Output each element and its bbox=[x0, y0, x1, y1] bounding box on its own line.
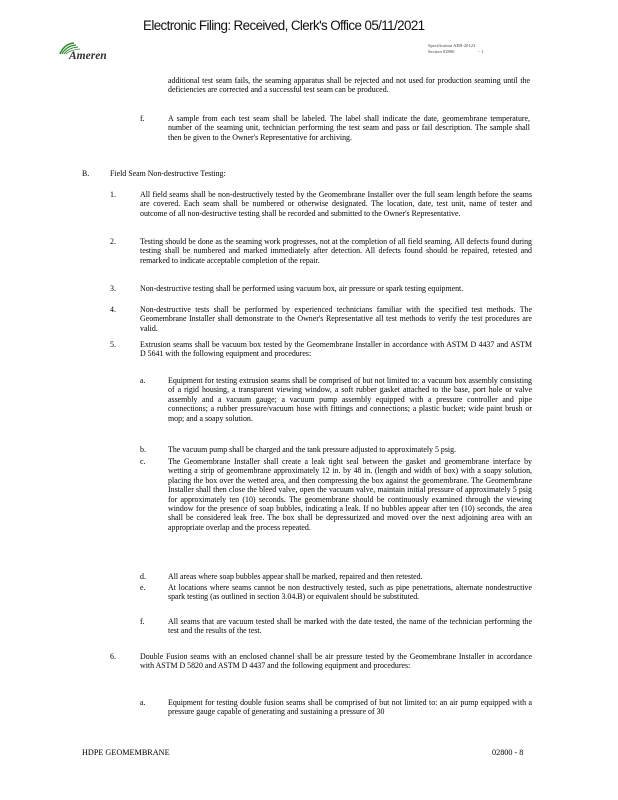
item-f-label: f. bbox=[140, 114, 145, 123]
item-5e-text: At locations where seams cannot be non destructively tested, such as pipe penetrations, alternate nondestructive spark testing (as outlined in section 3.04.B) or equivalent should be substituted. bbox=[168, 583, 532, 602]
item-4-text: Non-destructive tests shall be performed by experienced technicians familiar with the specified test methods. The Geomembrane Installer shall demonstrate to the Owner's Representative all test methods to verify the test procedures are valid. bbox=[140, 305, 532, 333]
item-3-text: Non-destructive testing shall be performed using vacuum box, air pressure or spark testing equipment. bbox=[140, 284, 464, 293]
item-6-text: Double Fusion seams with an enclosed channel shall be air pressure tested by the Geomembrane Installer in accordance with ASTM D 5820 and ASTM D 4437 and the following equipment and procedures: bbox=[140, 652, 532, 671]
item-5c-text: The Geomembrane Installer shall create a leak tight seal between the gasket and geomembrane interface by wetting a strip of geomembrane approximately 12 in. by 48 in. (length and width of box) with a soapy solution, placing the box over the wetted area, and then compressing the box against the geomembrane. The Geomembrane Installer shall then close the bleed valve, open the vacuum valve, maintain initial pressure of approximately 5 psig for approximately ten (10) seconds. The geomembrane should be continuously examined through the viewing window for the presence of soap bubbles, indicating a leak. If no bubbles appear after ten (10) seconds, the area shall be considered leak free. The box shall be depressurized and moved over the next adjoining area with an appropriate overlap and the process repeated. bbox=[168, 457, 532, 532]
item-5f-letter: f. bbox=[140, 617, 145, 626]
section-b-title: Field Seam Non-destructive Testing: bbox=[110, 169, 226, 178]
spec-line-2: Section 02800 bbox=[428, 49, 455, 54]
item-5-num: 5. bbox=[110, 340, 116, 349]
item-5e-letter: e. bbox=[140, 583, 146, 592]
item-5d-text: All areas where soap bubbles appear shall be marked, repaired and then retested. bbox=[168, 572, 423, 581]
item-5d-letter: d. bbox=[140, 572, 146, 581]
section-b-letter: B. bbox=[82, 169, 90, 178]
company-logo bbox=[58, 42, 128, 64]
item-5c-letter: c. bbox=[140, 457, 146, 466]
logo-text: Ameren bbox=[69, 50, 107, 62]
item-6-num: 6. bbox=[110, 652, 116, 661]
item-5f-text: All seams that are vacuum tested shall be marked with the date tested, the name of the technician performing the test and the results of the test. bbox=[168, 617, 532, 636]
item-3-num: 3. bbox=[110, 284, 116, 293]
spec-page-mark: - 1 bbox=[478, 49, 484, 54]
item-5a-text: Equipment for testing extrusion seams shall be comprised of but not limited to: a vacuum box assembly consisting of a rigid housing, a transparent viewing window, a soft rubber gasket attached to the base, port hole or valve assembly and a vacuum gauge; a vacuum pump assembly equipped with a pressure controller and pipe connections; a rubber pressure/vacuum hose with fittings and connections; a plastic bucket; wide paint brush or mop; and a soapy solution. bbox=[168, 376, 532, 423]
item-5b-letter: b. bbox=[140, 445, 146, 454]
spec-line-1: Specification AER-20123 bbox=[428, 43, 476, 48]
item-e-continuation: additional test seam fails, the seaming apparatus shall be rejected and not used for production seaming until the deficiencies are corrected and a successful test seam can be produced. bbox=[168, 76, 530, 95]
item-5-text: Extrusion seams shall be vacuum box tested by the Geomembrane Installer in accordance with ASTM D 4437 and ASTM D 5641 with the following equipment and procedures: bbox=[140, 340, 532, 359]
item-6a-text: Equipment for testing double fusion seams shall be comprised of but not limited to: an air pump equipped with a pressure gauge capable of generating and sustaining a pressure of 30 bbox=[168, 698, 532, 717]
spec-header bbox=[428, 43, 483, 55]
item-6a-letter: a. bbox=[140, 698, 146, 707]
footer-title: HDPE GEOMEMBRANE bbox=[82, 748, 170, 757]
item-f-text: A sample from each test seam shall be labeled. The label shall indicate the date, geomembrane temperature, number of the seaming unit, technician performing the test seam and pass or fail description. The sample shall then be given to the Owner's Representative for archiving. bbox=[168, 114, 530, 142]
item-4-num: 4. bbox=[110, 305, 116, 314]
item-2-num: 2. bbox=[110, 237, 116, 246]
item-2-text: Testing should be done as the seaming work progresses, not at the completion of all field seaming. All defects found during testing shall be numbered and marked immediately after detection. All defects found should be repaired, retested and remarked to indicate acceptable completion of the repair. bbox=[140, 237, 532, 265]
filing-stamp: Electronic Filing: Received, Clerk's Office 05/11/2021 bbox=[143, 18, 425, 33]
item-5b-text: The vacuum pump shall be charged and the tank pressure adjusted to approximately 5 psig. bbox=[168, 445, 457, 454]
item-1-text: All field seams shall be non-destructively tested by the Geomembrane Installer over the full seam length before the seams are covered. Each seam shall be numbered or otherwise designated. The location, date, test unit, name of tester and outcome of all non-destructive testing shall be recorded and submitted to the Owner's Representative. bbox=[140, 190, 532, 218]
item-1-num: 1. bbox=[110, 190, 116, 199]
item-5a-letter: a. bbox=[140, 376, 146, 385]
footer-page-number: 02800 - 8 bbox=[492, 748, 524, 757]
